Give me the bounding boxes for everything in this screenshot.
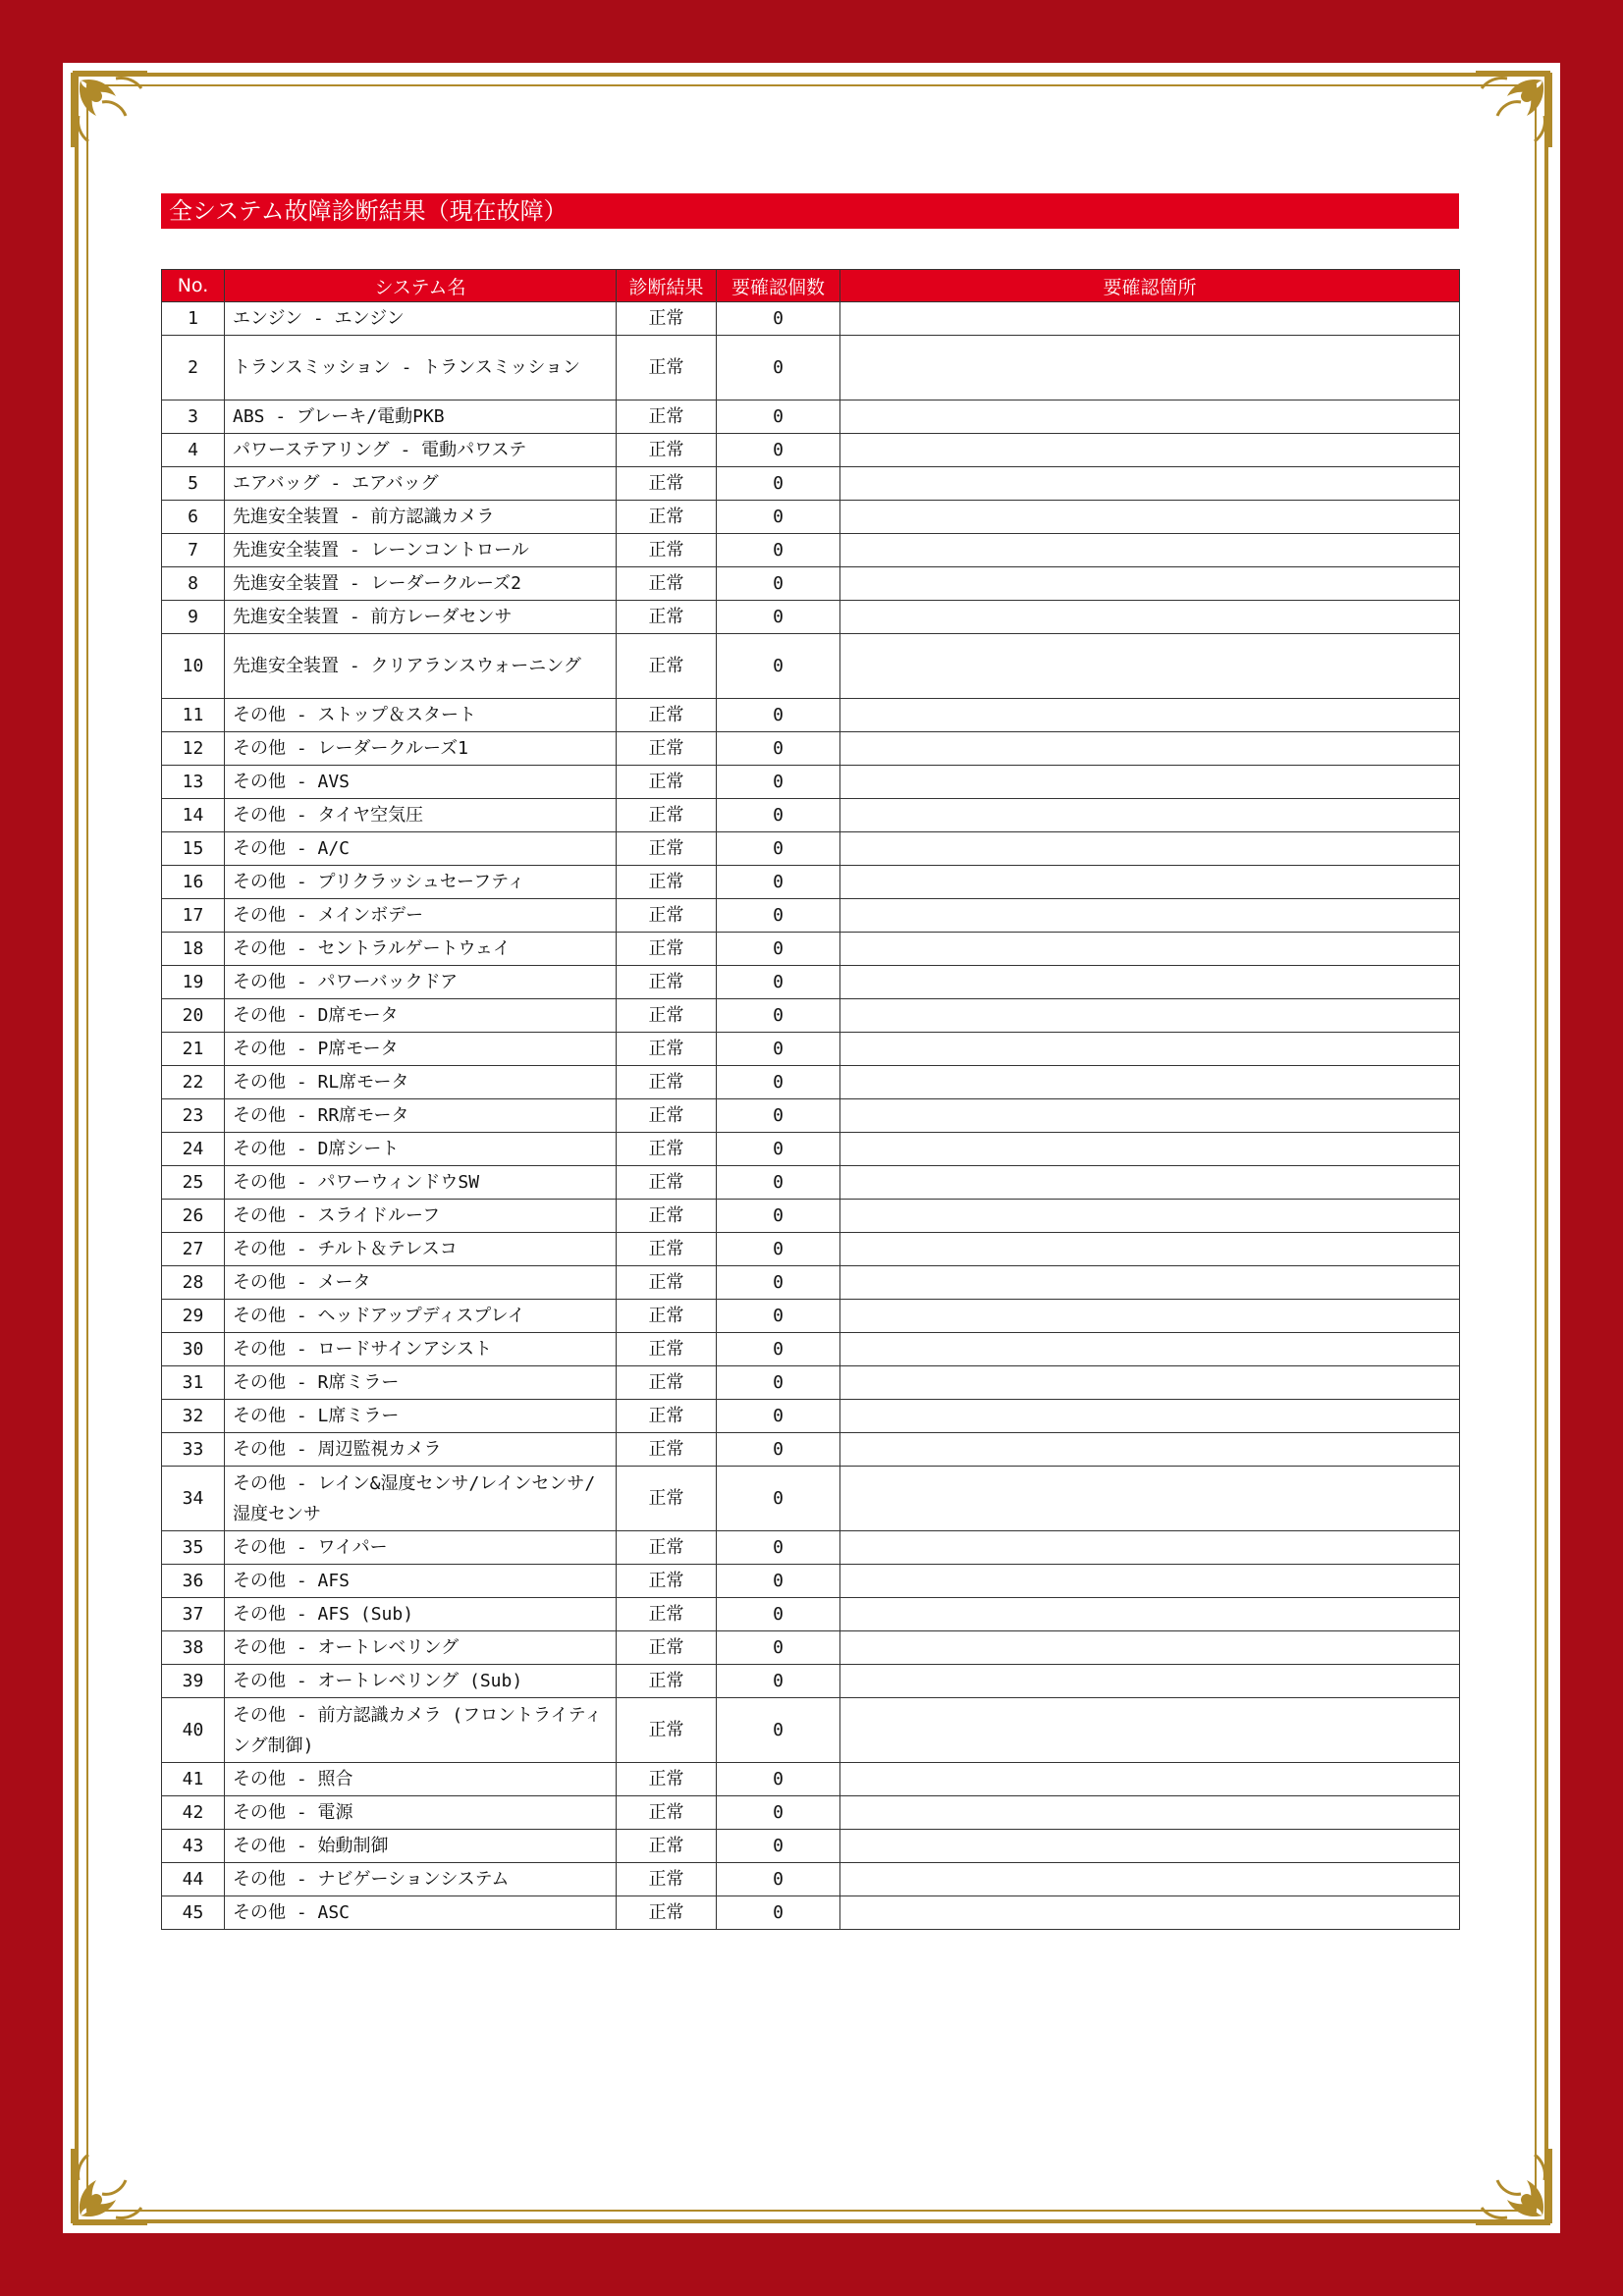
count-cell: 0 xyxy=(717,1531,840,1565)
system-name-cell: 先進安全装置 - 前方レーダセンサ xyxy=(225,601,617,634)
row-number: 9 xyxy=(162,601,225,634)
system-name-cell: その他 - オートレベリング xyxy=(225,1631,617,1665)
location-cell xyxy=(840,1266,1460,1300)
ornate-corner-icon xyxy=(1470,2143,1556,2229)
result-cell: 正常 xyxy=(617,1333,717,1366)
count-cell: 0 xyxy=(717,1099,840,1133)
header-result: 診断結果 xyxy=(617,270,717,302)
row-number: 39 xyxy=(162,1665,225,1698)
result-cell: 正常 xyxy=(617,1698,717,1763)
system-name-cell: その他 - パワーウィンドウSW xyxy=(225,1166,617,1200)
row-number: 24 xyxy=(162,1133,225,1166)
count-cell: 0 xyxy=(717,966,840,999)
location-cell xyxy=(840,1763,1460,1796)
row-number: 4 xyxy=(162,434,225,467)
location-cell xyxy=(840,1665,1460,1698)
location-cell xyxy=(840,534,1460,567)
location-cell xyxy=(840,1598,1460,1631)
table-row xyxy=(162,1400,1460,1433)
location-cell xyxy=(840,1796,1460,1830)
ornate-corner-icon xyxy=(1470,67,1556,153)
location-cell xyxy=(840,732,1460,766)
system-name-cell: その他 - 照合 xyxy=(225,1763,617,1796)
result-cell: 正常 xyxy=(617,567,717,601)
location-cell xyxy=(840,1565,1460,1598)
location-cell xyxy=(840,1233,1460,1266)
row-number: 26 xyxy=(162,1200,225,1233)
count-cell: 0 xyxy=(717,1400,840,1433)
row-number: 40 xyxy=(162,1698,225,1763)
system-name-cell: エアバッグ - エアバッグ xyxy=(225,467,617,501)
location-cell xyxy=(840,799,1460,832)
count-cell: 0 xyxy=(717,899,840,933)
count-cell: 0 xyxy=(717,1598,840,1631)
row-number: 6 xyxy=(162,501,225,534)
system-name-cell: その他 - AFS xyxy=(225,1565,617,1598)
system-name-cell: その他 - レイン&湿度センサ/レインセンサ/湿度センサ xyxy=(225,1467,617,1531)
table-row xyxy=(162,1366,1460,1400)
header-system-name: システム名 xyxy=(225,270,617,302)
row-number: 11 xyxy=(162,699,225,732)
table-row xyxy=(162,832,1460,866)
count-cell: 0 xyxy=(717,1233,840,1266)
count-cell: 0 xyxy=(717,1033,840,1066)
table-row xyxy=(162,1333,1460,1366)
count-cell: 0 xyxy=(717,799,840,832)
table-row xyxy=(162,601,1460,634)
location-cell xyxy=(840,766,1460,799)
row-number: 14 xyxy=(162,799,225,832)
result-cell: 正常 xyxy=(617,766,717,799)
result-cell: 正常 xyxy=(617,501,717,534)
row-number: 43 xyxy=(162,1830,225,1863)
header-location: 要確認箇所 xyxy=(840,270,1460,302)
location-cell xyxy=(840,1830,1460,1863)
count-cell: 0 xyxy=(717,1796,840,1830)
system-name-cell: その他 - ナビゲーションシステム xyxy=(225,1863,617,1896)
row-number: 45 xyxy=(162,1896,225,1930)
report-title: 全システム故障診断結果（現在故障） xyxy=(161,193,1459,229)
row-number: 10 xyxy=(162,634,225,699)
result-cell: 正常 xyxy=(617,1565,717,1598)
location-cell xyxy=(840,1631,1460,1665)
row-number: 22 xyxy=(162,1066,225,1099)
row-number: 38 xyxy=(162,1631,225,1665)
location-cell xyxy=(840,1300,1460,1333)
row-number: 3 xyxy=(162,400,225,434)
result-cell: 正常 xyxy=(617,634,717,699)
table-row xyxy=(162,799,1460,832)
location-cell xyxy=(840,1033,1460,1066)
table-row xyxy=(162,302,1460,336)
result-cell: 正常 xyxy=(617,832,717,866)
count-cell: 0 xyxy=(717,1467,840,1531)
system-name-cell: その他 - ASC xyxy=(225,1896,617,1930)
row-number: 28 xyxy=(162,1266,225,1300)
location-cell xyxy=(840,1863,1460,1896)
system-name-cell: その他 - L席ミラー xyxy=(225,1400,617,1433)
system-name-cell: その他 - タイヤ空気圧 xyxy=(225,799,617,832)
location-cell xyxy=(840,1200,1460,1233)
row-number: 37 xyxy=(162,1598,225,1631)
table-row xyxy=(162,1631,1460,1665)
result-cell: 正常 xyxy=(617,534,717,567)
system-name-cell: その他 - 始動制御 xyxy=(225,1830,617,1863)
table-row xyxy=(162,1863,1460,1896)
location-cell xyxy=(840,899,1460,933)
system-name-cell: 先進安全装置 - 前方認識カメラ xyxy=(225,501,617,534)
table-row xyxy=(162,1200,1460,1233)
result-cell: 正常 xyxy=(617,732,717,766)
row-number: 35 xyxy=(162,1531,225,1565)
count-cell: 0 xyxy=(717,534,840,567)
location-cell xyxy=(840,1698,1460,1763)
count-cell: 0 xyxy=(717,467,840,501)
system-name-cell: ABS - ブレーキ/電動PKB xyxy=(225,400,617,434)
system-name-cell: その他 - ロードサインアシスト xyxy=(225,1333,617,1366)
table-row xyxy=(162,1830,1460,1863)
result-cell: 正常 xyxy=(617,1531,717,1565)
row-number: 8 xyxy=(162,567,225,601)
table-row xyxy=(162,1796,1460,1830)
row-number: 13 xyxy=(162,766,225,799)
count-cell: 0 xyxy=(717,634,840,699)
result-cell: 正常 xyxy=(617,1763,717,1796)
location-cell xyxy=(840,966,1460,999)
system-name-cell: 先進安全装置 - レーダークルーズ2 xyxy=(225,567,617,601)
location-cell xyxy=(840,567,1460,601)
result-cell: 正常 xyxy=(617,1166,717,1200)
system-name-cell: その他 - 電源 xyxy=(225,1796,617,1830)
count-cell: 0 xyxy=(717,933,840,966)
system-name-cell: トランスミッション - トランスミッション xyxy=(225,336,617,400)
count-cell: 0 xyxy=(717,832,840,866)
location-cell xyxy=(840,302,1460,336)
system-name-cell: その他 - P席モータ xyxy=(225,1033,617,1066)
result-cell: 正常 xyxy=(617,1433,717,1467)
system-name-cell: パワーステアリング - 電動パワステ xyxy=(225,434,617,467)
row-number: 29 xyxy=(162,1300,225,1333)
table-row xyxy=(162,1467,1460,1531)
count-cell: 0 xyxy=(717,1300,840,1333)
count-cell: 0 xyxy=(717,732,840,766)
row-number: 17 xyxy=(162,899,225,933)
table-row xyxy=(162,999,1460,1033)
result-cell: 正常 xyxy=(617,933,717,966)
result-cell: 正常 xyxy=(617,899,717,933)
result-cell: 正常 xyxy=(617,1467,717,1531)
count-cell: 0 xyxy=(717,400,840,434)
count-cell: 0 xyxy=(717,1863,840,1896)
table-row xyxy=(162,699,1460,732)
table-row xyxy=(162,1066,1460,1099)
header-no: No. xyxy=(162,270,225,302)
report-page xyxy=(63,63,1560,2233)
count-cell: 0 xyxy=(717,1333,840,1366)
count-cell: 0 xyxy=(717,302,840,336)
count-cell: 0 xyxy=(717,1366,840,1400)
system-name-cell: 先進安全装置 - レーンコントロール xyxy=(225,534,617,567)
system-name-cell: その他 - A/C xyxy=(225,832,617,866)
location-cell xyxy=(840,1896,1460,1930)
result-cell: 正常 xyxy=(617,1896,717,1930)
table-row xyxy=(162,434,1460,467)
result-cell: 正常 xyxy=(617,467,717,501)
location-cell xyxy=(840,1366,1460,1400)
system-name-cell: その他 - D席シート xyxy=(225,1133,617,1166)
table-row xyxy=(162,866,1460,899)
table-row xyxy=(162,1033,1460,1066)
table-header-row xyxy=(162,270,1460,302)
table-row xyxy=(162,534,1460,567)
system-name-cell: その他 - ワイパー xyxy=(225,1531,617,1565)
system-name-cell: その他 - プリクラッシュセーフティ xyxy=(225,866,617,899)
location-cell xyxy=(840,699,1460,732)
result-cell: 正常 xyxy=(617,1200,717,1233)
system-name-cell: エンジン - エンジン xyxy=(225,302,617,336)
row-number: 20 xyxy=(162,999,225,1033)
table-row xyxy=(162,1433,1460,1467)
result-cell: 正常 xyxy=(617,1133,717,1166)
count-cell: 0 xyxy=(717,336,840,400)
table-row xyxy=(162,1266,1460,1300)
location-cell xyxy=(840,634,1460,699)
row-number: 25 xyxy=(162,1166,225,1200)
result-cell: 正常 xyxy=(617,1099,717,1133)
table-row xyxy=(162,400,1460,434)
row-number: 32 xyxy=(162,1400,225,1433)
table-row xyxy=(162,899,1460,933)
count-cell: 0 xyxy=(717,1665,840,1698)
count-cell: 0 xyxy=(717,1830,840,1863)
count-cell: 0 xyxy=(717,601,840,634)
table-row xyxy=(162,1166,1460,1200)
result-cell: 正常 xyxy=(617,1830,717,1863)
result-cell: 正常 xyxy=(617,1066,717,1099)
row-number: 23 xyxy=(162,1099,225,1133)
row-number: 21 xyxy=(162,1033,225,1066)
result-cell: 正常 xyxy=(617,1233,717,1266)
count-cell: 0 xyxy=(717,766,840,799)
row-number: 36 xyxy=(162,1565,225,1598)
row-number: 31 xyxy=(162,1366,225,1400)
result-cell: 正常 xyxy=(617,1863,717,1896)
result-cell: 正常 xyxy=(617,1631,717,1665)
location-cell xyxy=(840,434,1460,467)
result-cell: 正常 xyxy=(617,1266,717,1300)
row-number: 5 xyxy=(162,467,225,501)
table-body xyxy=(162,302,1460,1930)
result-cell: 正常 xyxy=(617,1598,717,1631)
row-number: 18 xyxy=(162,933,225,966)
system-name-cell: その他 - チルト＆テレスコ xyxy=(225,1233,617,1266)
result-cell: 正常 xyxy=(617,1665,717,1698)
row-number: 2 xyxy=(162,336,225,400)
table-row xyxy=(162,1896,1460,1930)
system-name-cell: その他 - AVS xyxy=(225,766,617,799)
system-name-cell: その他 - レーダークルーズ1 xyxy=(225,732,617,766)
count-cell: 0 xyxy=(717,434,840,467)
row-number: 16 xyxy=(162,866,225,899)
table-row xyxy=(162,1133,1460,1166)
system-name-cell: その他 - AFS (Sub) xyxy=(225,1598,617,1631)
result-cell: 正常 xyxy=(617,1796,717,1830)
count-cell: 0 xyxy=(717,567,840,601)
row-number: 34 xyxy=(162,1467,225,1531)
ornate-corner-icon xyxy=(67,67,153,153)
system-name-cell: 先進安全装置 - クリアランスウォーニング xyxy=(225,634,617,699)
row-number: 41 xyxy=(162,1763,225,1796)
row-number: 42 xyxy=(162,1796,225,1830)
row-number: 33 xyxy=(162,1433,225,1467)
count-cell: 0 xyxy=(717,1166,840,1200)
row-number: 12 xyxy=(162,732,225,766)
location-cell xyxy=(840,1133,1460,1166)
row-number: 27 xyxy=(162,1233,225,1266)
result-cell: 正常 xyxy=(617,1033,717,1066)
row-number: 15 xyxy=(162,832,225,866)
location-cell xyxy=(840,866,1460,899)
result-cell: 正常 xyxy=(617,966,717,999)
table-row xyxy=(162,1665,1460,1698)
system-name-cell: その他 - D席モータ xyxy=(225,999,617,1033)
location-cell xyxy=(840,933,1460,966)
count-cell: 0 xyxy=(717,1763,840,1796)
header-count: 要確認個数 xyxy=(717,270,840,302)
row-number: 7 xyxy=(162,534,225,567)
result-cell: 正常 xyxy=(617,1366,717,1400)
result-cell: 正常 xyxy=(617,866,717,899)
count-cell: 0 xyxy=(717,1631,840,1665)
count-cell: 0 xyxy=(717,1066,840,1099)
table-row xyxy=(162,1598,1460,1631)
result-cell: 正常 xyxy=(617,1400,717,1433)
location-cell xyxy=(840,467,1460,501)
table-row xyxy=(162,1565,1460,1598)
system-name-cell: その他 - オートレベリング (Sub) xyxy=(225,1665,617,1698)
table-row xyxy=(162,634,1460,699)
result-cell: 正常 xyxy=(617,1300,717,1333)
count-cell: 0 xyxy=(717,1698,840,1763)
system-name-cell: その他 - ヘッドアップディスプレイ xyxy=(225,1300,617,1333)
location-cell xyxy=(840,832,1460,866)
system-name-cell: その他 - 周辺監視カメラ xyxy=(225,1433,617,1467)
system-name-cell: その他 - 前方認識カメラ (フロントライティング制御) xyxy=(225,1698,617,1763)
table-row xyxy=(162,1763,1460,1796)
location-cell xyxy=(840,1333,1460,1366)
result-cell: 正常 xyxy=(617,799,717,832)
system-name-cell: その他 - ストップ＆スタート xyxy=(225,699,617,732)
table-row xyxy=(162,1099,1460,1133)
system-name-cell: その他 - メータ xyxy=(225,1266,617,1300)
result-cell: 正常 xyxy=(617,336,717,400)
system-name-cell: その他 - セントラルゲートウェイ xyxy=(225,933,617,966)
table-row xyxy=(162,732,1460,766)
table-row xyxy=(162,1531,1460,1565)
count-cell: 0 xyxy=(717,1200,840,1233)
count-cell: 0 xyxy=(717,1565,840,1598)
location-cell xyxy=(840,1166,1460,1200)
system-name-cell: その他 - RL席モータ xyxy=(225,1066,617,1099)
count-cell: 0 xyxy=(717,1896,840,1930)
system-name-cell: その他 - パワーバックドア xyxy=(225,966,617,999)
count-cell: 0 xyxy=(717,1133,840,1166)
table-row xyxy=(162,1698,1460,1763)
count-cell: 0 xyxy=(717,501,840,534)
table-row xyxy=(162,1233,1460,1266)
count-cell: 0 xyxy=(717,1433,840,1467)
table-row xyxy=(162,1300,1460,1333)
table-row xyxy=(162,766,1460,799)
ornate-corner-icon xyxy=(67,2143,153,2229)
count-cell: 0 xyxy=(717,699,840,732)
result-cell: 正常 xyxy=(617,699,717,732)
diagnosis-table xyxy=(161,269,1460,1930)
row-number: 30 xyxy=(162,1333,225,1366)
result-cell: 正常 xyxy=(617,302,717,336)
location-cell xyxy=(840,1099,1460,1133)
location-cell xyxy=(840,336,1460,400)
location-cell xyxy=(840,1467,1460,1531)
count-cell: 0 xyxy=(717,999,840,1033)
system-name-cell: その他 - RR席モータ xyxy=(225,1099,617,1133)
location-cell xyxy=(840,601,1460,634)
result-cell: 正常 xyxy=(617,601,717,634)
system-name-cell: その他 - メインボデー xyxy=(225,899,617,933)
row-number: 44 xyxy=(162,1863,225,1896)
count-cell: 0 xyxy=(717,1266,840,1300)
table-row xyxy=(162,336,1460,400)
location-cell xyxy=(840,1400,1460,1433)
location-cell xyxy=(840,501,1460,534)
location-cell xyxy=(840,999,1460,1033)
table-row xyxy=(162,467,1460,501)
location-cell xyxy=(840,1433,1460,1467)
result-cell: 正常 xyxy=(617,434,717,467)
table-row xyxy=(162,966,1460,999)
system-name-cell: その他 - R席ミラー xyxy=(225,1366,617,1400)
count-cell: 0 xyxy=(717,866,840,899)
result-cell: 正常 xyxy=(617,400,717,434)
location-cell xyxy=(840,1066,1460,1099)
row-number: 1 xyxy=(162,302,225,336)
table-row xyxy=(162,933,1460,966)
system-name-cell: その他 - スライドルーフ xyxy=(225,1200,617,1233)
row-number: 19 xyxy=(162,966,225,999)
location-cell xyxy=(840,1531,1460,1565)
table-row xyxy=(162,501,1460,534)
location-cell xyxy=(840,400,1460,434)
table-row xyxy=(162,567,1460,601)
result-cell: 正常 xyxy=(617,999,717,1033)
